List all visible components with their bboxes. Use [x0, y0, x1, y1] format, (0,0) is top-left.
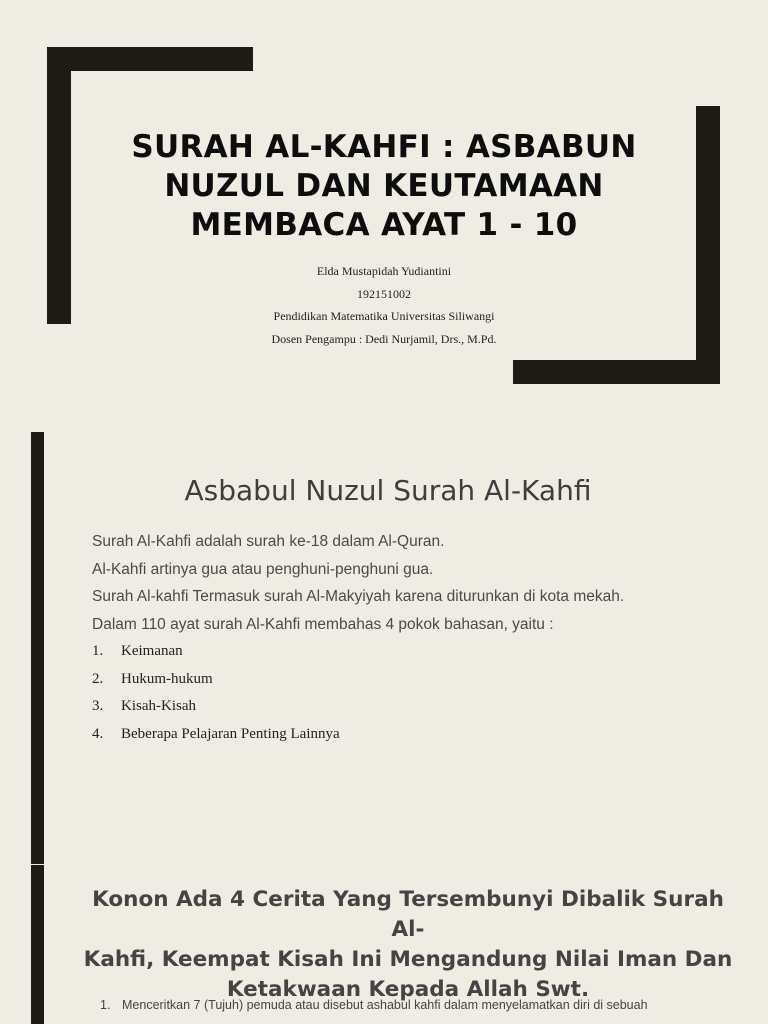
slide-body — [92, 528, 722, 748]
title-line: Konon Ada 4 Cerita Yang Tersembunyi Dibalik Surah Al- — [92, 887, 724, 942]
list-text: Keimanan — [121, 643, 183, 659]
study-program: Pendidikan Matematika Universitas Siliwangi — [273, 309, 495, 323]
list-number: 1. — [100, 998, 111, 1012]
frame-bottom-right-horizontal — [513, 360, 720, 384]
list-item — [92, 638, 722, 666]
title-line: NUZUL DAN KEUTAMAAN — [164, 168, 604, 204]
body-line: Dalam 110 ayat surah Al-Kahfi membahas 4 pokok bahasan, yaitu : — [92, 615, 554, 633]
frame-top-left-horizontal — [47, 47, 253, 71]
presentation-title — [80, 128, 688, 245]
author-name: Elda Mustapidah Yudiantini — [316, 264, 452, 278]
title-line: Ketakwaan Kepada Allah Swt. — [226, 977, 590, 1002]
list-item — [92, 666, 722, 694]
frame-bottom-right-vertical — [696, 106, 720, 384]
presentation-meta — [80, 260, 688, 350]
list-text: Menceritkan 7 (Tujuh) pemuda atau disebut ashabul kahfi dalam menyelamatkan diri di sebuah — [122, 998, 648, 1012]
slide-title — [80, 885, 736, 1005]
list-item — [92, 693, 722, 721]
title-line: MEMBACA AYAT 1 - 10 — [190, 207, 578, 243]
body-line: Al-Kahfi artinya gua atau penghuni-penghuni gua. — [92, 560, 434, 578]
left-accent-bar — [31, 865, 44, 1024]
list-item — [100, 996, 730, 1014]
asbabul-nuzul-slide — [0, 432, 768, 864]
list-item — [92, 721, 722, 749]
body-line: Surah Al-Kahfi adalah surah ke-18 dalam Al-Quran. — [92, 533, 445, 550]
title-line: SURAH AL-KAHFI : ASBABUN — [131, 129, 637, 165]
title-slide — [0, 0, 768, 400]
title-line: Kahfi, Keempat Kisah Ini Mengandung Nilai Iman Dan — [83, 947, 733, 972]
list-text: Hukum-hukum — [121, 670, 213, 687]
list-text: Kisah-Kisah — [121, 698, 196, 714]
student-id: 192151002 — [357, 286, 411, 301]
frame-top-left-vertical — [47, 47, 71, 324]
list-number: 3. — [92, 698, 104, 714]
list-number: 2. — [92, 670, 104, 687]
list-text: Beberapa Pelajaran Penting Lainnya — [121, 725, 340, 742]
topic-list — [92, 638, 722, 748]
story-list — [100, 996, 730, 1014]
list-number: 1. — [92, 643, 104, 659]
slide-title: Asbabul Nuzul Surah Al-Kahfi — [184, 474, 592, 507]
body-line: Surah Al-kahfi Termasuk surah Al-Makyiyah karena diturunkan di kota mekah. — [92, 588, 625, 605]
left-accent-bar — [31, 432, 44, 864]
lecturer: Dosen Pengampu : Dedi Nurjamil, Drs., M.Pd. — [271, 331, 497, 346]
list-number: 4. — [92, 725, 104, 742]
four-stories-slide — [0, 865, 768, 1024]
